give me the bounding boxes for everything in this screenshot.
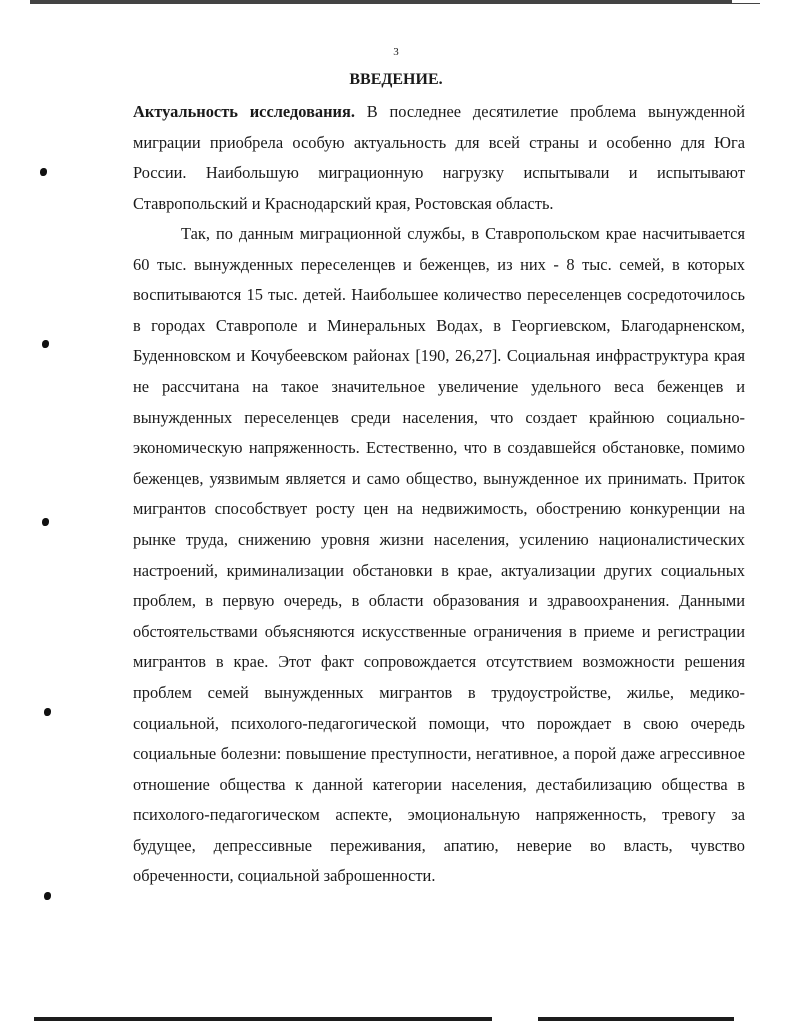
paragraph-body: Так, по данным миграционной службы, в Ставропольском крае насчитывается 60 тыс. вынужденных переселенцев и беженцев, из них - 8 тыс. семей, в которых воспитываются 15 тыс. детей. Наибольшее количество переселенцев сосредоточилось в городах Ставрополе и Минеральных Водах, в Георгиевском, Благодарненском, Буденновском и Кочубеевском районах [190, 26,27]. Социальная инфраструктура края не рассчитана на такое значительное увеличение удельного веса беженцев и вынужденных переселенцев среди населения, что создает крайнюю социально-экономическую напряженность. Естественно, что в создавшейся обстановке, помимо беженцев, уязвимым является и само общество, вынужденное их принимать. Приток мигрантов способствует росту цен на недвижимость, обострению конкуренции на рынке труда, снижению уровня жизни населения, усилению националистических настроений, криминализации обстановки в крае, актуализации других социальных проблем, в первую очередь, в области образования и здравоохранения. Данными обстоятельствами объясняются искусственные ограничения в приеме и регистрации мигрантов в крае. Этот факт сопровождается отсутствием возможности решения проблем семей вынужденных мигрантов в трудоустройстве, жилье, медико-социальной, психолого-педагогической помощи, что порождает в свою очередь социальные болезни: повышение преступности, негативное, а порой даже агрессивное отношение общества к данной категории населения, дестабилизацию общества в психолого-педагогическом аспекте, эмоциональную напряженность, тревогу за будущее, депрессивные переживания, апатию, неверие во власть, чувство обреченности, социальной заброшенности. [133,224,745,886]
paragraph-migration-data [133,219,745,892]
scan-edge-bottom-gap [492,1016,538,1022]
page-number: 3 [393,46,399,58]
paragraph-relevance [133,97,745,219]
paragraph-lead-heading: Актуальность исследования. [133,102,355,121]
binding-hole-mark [42,340,49,348]
paragraph-body: В последнее десятилетие проблема вынужденной миграции приобрела особую актуальность для всей страны и особенно для Юга России. Наибольшую миграционную нагрузку испытывали и испытывают Ставропольский и Краснодарский края, Ростовская область. [133,102,745,213]
scan-edge-top-gap [732,0,760,3]
binding-hole-mark [42,518,49,526]
binding-hole-mark [44,892,51,900]
binding-hole-mark [40,168,47,176]
binding-hole-mark [44,708,51,716]
scan-edge-bottom [34,1017,734,1021]
page-title: ВВЕДЕНИЕ. [349,71,443,88]
scan-edge-top [30,0,760,4]
